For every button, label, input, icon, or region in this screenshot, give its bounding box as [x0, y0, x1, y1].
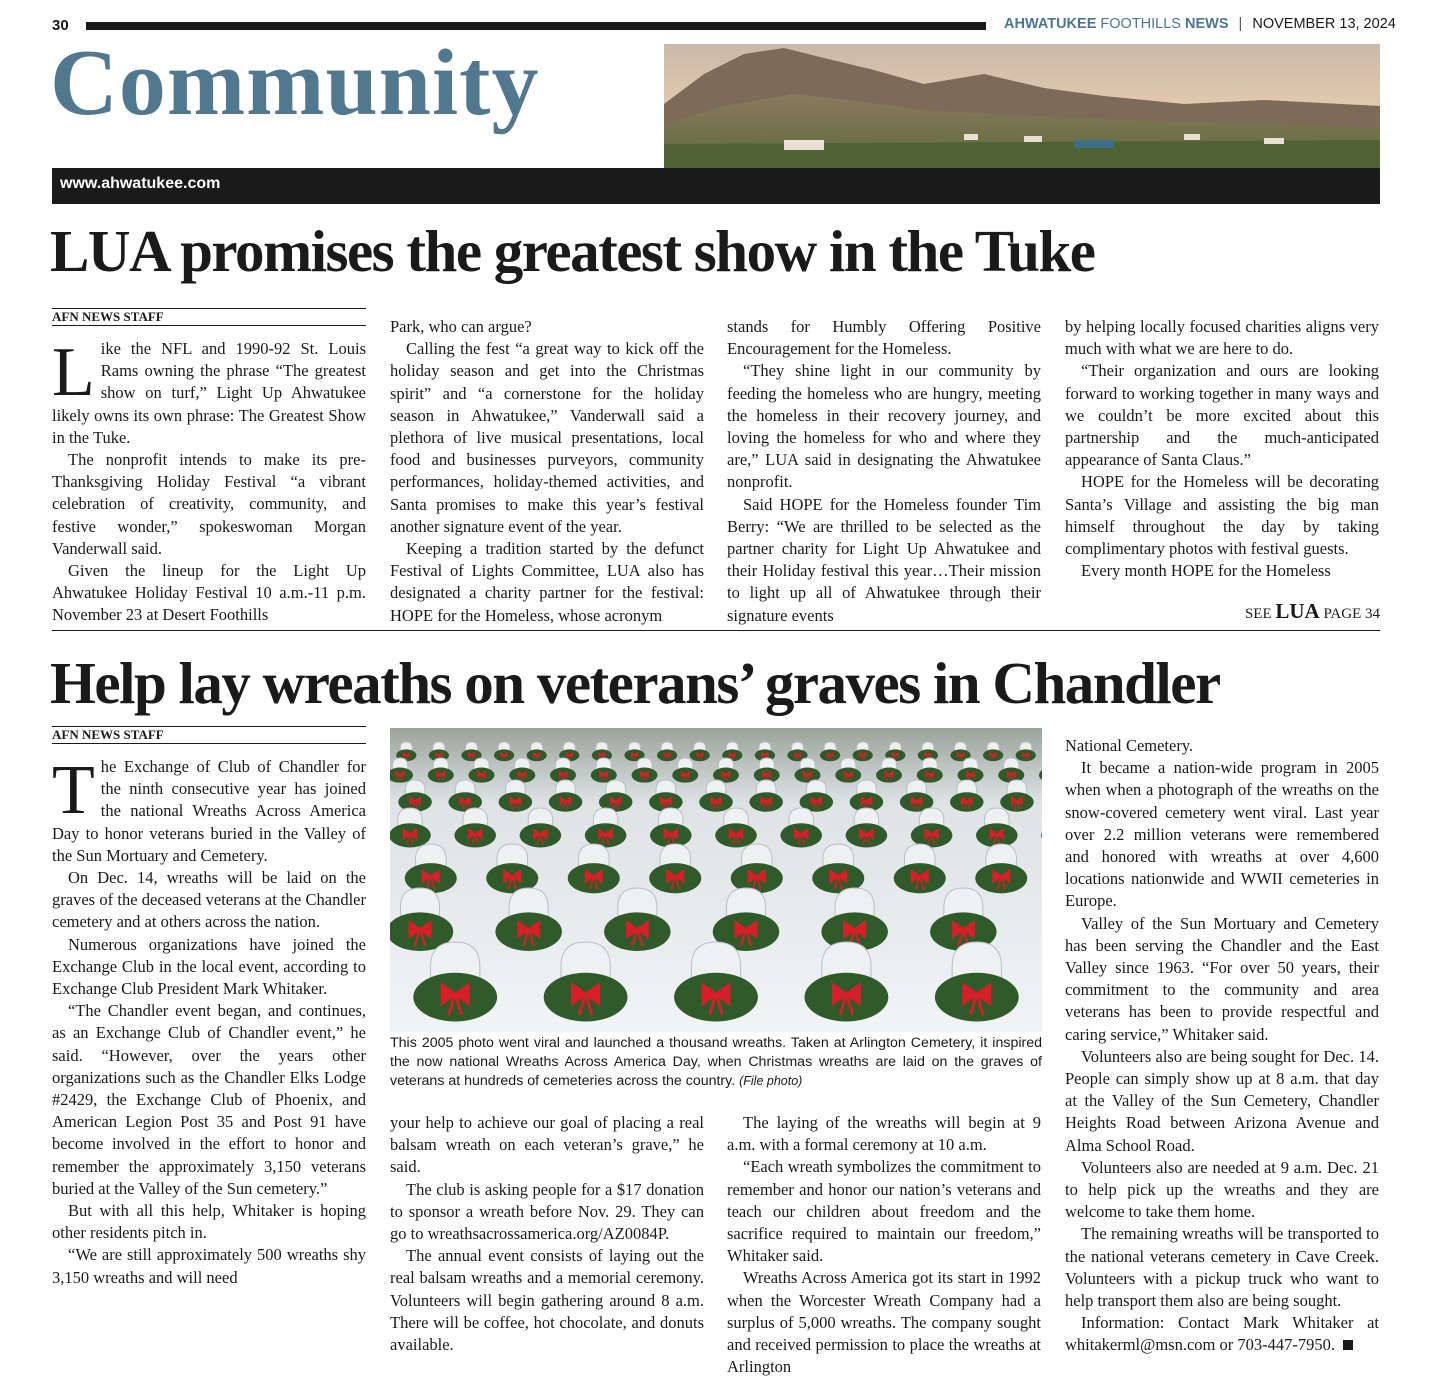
story1-paragraph: “Their organization and ours are looking forward to working together in many ways and we couldn’t be more excited about this partnership and the much-anticipated appearance of Santa Claus.” [1065, 361, 1379, 470]
story1-headline: LUA promises the greatest show in the Tuke [50, 218, 1095, 284]
dateline [1004, 16, 1396, 32]
story2-paragraph: Information: Contact Mark Whitaker at whitakerml@msn.com or 703-447-7950. [1065, 1313, 1379, 1355]
jump-page: PAGE 34 [1323, 606, 1380, 622]
section-title: Community [50, 31, 540, 135]
story1-byline: AFN NEWS STAFF [52, 308, 366, 326]
mountain-landscape-photo [664, 44, 1380, 168]
story2-headline: Help lay wreaths on veterans’ graves in Chandler [50, 650, 1220, 716]
end-of-story-mark [1343, 1340, 1353, 1350]
photo-credit: (File photo) [739, 1074, 803, 1088]
dateline-separator: | [1238, 16, 1243, 32]
story1-column-1 [52, 334, 366, 627]
story2-paragraph: Volunteers also are needed at 9 a.m. Dec. 21 to help pick up the wreaths and they are welcome to take them home. [1065, 1157, 1379, 1222]
story1-paragraph: HOPE for the Homeless will be decorating Santa’s Village and assisting the big man himself throughout the day by taking complimentary photos with festival guests. [1065, 472, 1379, 559]
story1-paragraph: by helping locally focused charities aligns very much with what we are here to do. [1065, 317, 1379, 359]
continued-jump-line[interactable] [1130, 599, 1380, 624]
story2-byline: AFN NEWS STAFF [52, 726, 366, 744]
story2-paragraph: The remaining wreaths will be transported to the national veterans cemetery in Cave Creek. Volunteers with a pickup truck who want to help transport them also are being sought. [1065, 1224, 1379, 1311]
jump-word: LUA [1275, 599, 1320, 623]
story2-paragraph: “Each wreath symbolizes the commitment to remember and honor our nation’s veterans and teach our children about freedom and the sacrifice required to maintain our freedom,” Whitaker said. [727, 1157, 1041, 1266]
wreaths-cemetery-photo [390, 728, 1042, 1032]
story2-paragraph: The laying of the wreaths will begin at 9 a.m. with a formal ceremony at 10 a.m. [727, 1113, 1041, 1155]
story1-paragraph: Park, who can argue? [390, 317, 532, 336]
story2-paragraph: On Dec. 14, wreaths will be laid on the graves of the deceased veterans at the Chandler cemetery and at others across the nation. [52, 868, 366, 932]
story2-column-1 [52, 752, 366, 1289]
story2-paragraph: It became a nation-wide program in 2005 when when a photograph of the wreaths on the snow-covered cemetery went viral. Last year over 2.2 million veterans were remembered and honored with wreaths at over 4,600 locations nationwide and WWII cemeteries in Europe. [1065, 758, 1379, 911]
story1-paragraph: stands for Humbly Offering Positive Encouragement for the Homeless. [727, 317, 1041, 359]
story2-column-4 [1065, 735, 1379, 1357]
story1-paragraph: Keeping a tradition started by the defunct Festival of Lights Committee, LUA also has designated a charity partner for the festival: HOPE for the Homeless, whose acronym [390, 539, 704, 625]
story2-paragraph: The club is asking people for a $17 donation to sponsor a wreath before Nov. 29. They can go to wreathsacrossamerica.org/AZ0084P. [390, 1179, 704, 1244]
story1-column-3 [727, 316, 1041, 627]
story1-paragraph: Said HOPE for the Homeless founder Tim Berry: “We are thrilled to be selected as the partner charity for Light Up Ahwatukee and their Holiday festival this year…Their mission to light up all of Ahwatukee through their signature events [727, 494, 1041, 625]
page-number: 30 [52, 17, 69, 34]
story1-paragraph: Every month HOPE for the Homeless [1081, 561, 1331, 581]
story2-paragraph: Volunteers also are being sought for Dec. 14. People can simply show up at 8 a.m. that day at the Valley of the Sun Cemetery, Chandler Heights Road between Arizona Avenue and Alma School Road. [1065, 1046, 1379, 1155]
story2-column-3 [727, 1112, 1041, 1378]
story2-paragraph: The annual event consists of laying out the real balsam wreaths and a memorial ceremony. Volunteers will begin gathering around 8 a.m. There will be coffee, hot chocolate, and donuts available. [390, 1246, 704, 1355]
top-rule [86, 22, 986, 30]
story2-paragraph: National Cemetery. [1065, 736, 1194, 755]
website-bar [52, 168, 1380, 204]
story2-paragraph: The Exchange of Club of Chandler for the ninth consecutive year has joined the national Wreaths Across America Day to honor veterans buried in the Valley of the Sun Mortuary and Cemetery. [52, 752, 366, 865]
story2-paragraph: Valley of the Sun Mortuary and Cemetery has been serving the Chandler and the East Valley since 1963. “For over 50 years, their commitment to the community and area veterans has been to provide respectful and caring service,” Whitaker said. [1065, 913, 1379, 1044]
story1-paragraph: “They shine light in our community by feeding the homeless who are hungry, meeting the homeless in their recovery journey, and loving the homeless for who and where they are,” LUA said in designating the Ahwatukee nonprofit. [727, 361, 1041, 492]
story1-paragraph: Like the NFL and 1990-92 St. Louis Rams owning the phrase “The greatest show on turf,” Light Up Ahwatukee likely owns its own phrase: The Greatest Show in the Tuke. [52, 334, 366, 447]
story1-column-4 [1065, 316, 1379, 582]
issue-date: NOVEMBER 13, 2024 [1252, 16, 1396, 32]
see-prefix: SEE [1244, 606, 1272, 622]
website-url[interactable]: www.ahwatukee.com [60, 175, 221, 192]
story2-paragraph: Numerous organizations have joined the Exchange Club in the local event, according to Exchange Club President Mark Whitaker. [52, 934, 366, 999]
story1-paragraph: Given the lineup for the Light Up Ahwatukee Holiday Festival 10 a.m.-11 p.m. November 23 at Desert Foothills [52, 561, 366, 625]
story2-paragraph: “We are still approximately 500 wreaths shy 3,150 wreaths and will need [52, 1245, 366, 1287]
story1-column-2 [390, 316, 704, 627]
story2-column-2 [390, 1112, 704, 1356]
caption-text: This 2005 photo went viral and launched a thousand wreaths. Taken at Arlington Cemetery, it inspired the now national Wreaths Across America Day, when Christmas wreaths are laid on the graves of veterans at hundreds of cemeteries across the country. [390, 1035, 1042, 1089]
story2-paragraph: “The Chandler event began, and continues, as an Exchange Club of Chandler event,” he said. “However, over the years other organizations such as the Chandler Elks Lodge #2429, the Exchange Club of Phoenix, and American Legion Post 35 and Post 91 have become involved in the effort to honor and remember the approximately 3,150 veterans buried at the Valley of the Sun cemetery.” [52, 1001, 366, 1198]
publication-name-part3: NEWS [1185, 16, 1229, 32]
story2-dropcap: T [52, 752, 95, 829]
story1-dropcap: L [52, 334, 95, 411]
story2-paragraph: Wreaths Across America got its start in 1992 when the Worcester Wreath Company had a surplus of 5,000 wreaths. The company sought and received permission to place the wreaths at Arlington [727, 1268, 1041, 1377]
story2-paragraph: your help to achieve our goal of placing a real balsam wreath on each veteran’s grave,” he said. [390, 1113, 704, 1177]
publication-name-part2: FOOTHILLS [1100, 16, 1181, 32]
photo-caption [390, 1034, 1042, 1091]
story1-paragraph: The nonprofit intends to make its pre-Thanksgiving Holiday Festival “a vibrant celebration of creativity, community, and festive wonder,” spokeswoman Morgan Vanderwall said. [52, 450, 366, 558]
story-divider [52, 630, 1380, 631]
story2-paragraph: But with all this help, Whitaker is hoping other residents pitch in. [52, 1201, 366, 1243]
story1-paragraph: Calling the fest “a great way to kick off the holiday season and get into the Christmas spirit” and “a cornerstone for the holiday season in Ahwatukee,” Vanderwall said a plethora of live musical presentations, local food and businesses purveyors, community performances, holiday-themed activities, and Santa promises to make this year’s festival another signature event of the year. [390, 339, 704, 536]
publication-name-part1: AHWATUKEE [1004, 16, 1097, 32]
